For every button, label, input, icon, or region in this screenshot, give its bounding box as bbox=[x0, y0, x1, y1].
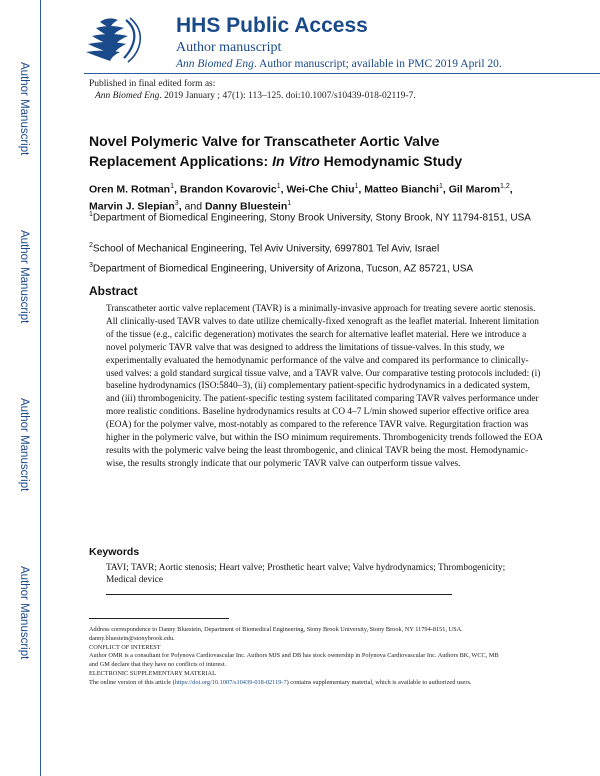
author: Gil Marom bbox=[448, 183, 501, 196]
availability-line bbox=[176, 57, 502, 71]
author-affiliation-mark: 1 bbox=[354, 183, 359, 190]
author-list: Oren M. Rotman$^1$, Brandon Kovarovic$^1$, Wei-Che Chiu$^1$, Matteo Bianchi$^1$, Gil Marom$^{1,2}$, Marvin J. Slepian$^3$, and Danny Bluestein$^1$ bbox=[89, 183, 513, 212]
citation-line bbox=[89, 90, 569, 102]
abstract-heading: Abstract bbox=[89, 284, 138, 298]
title-line-1: Novel Polymeric Valve for Transcatheter Aortic Valve bbox=[89, 133, 440, 149]
title-part: Hemodynamic Study bbox=[319, 153, 463, 169]
correspondence-note: Address correspondence to Danny Bluestein, Department of Biomedical Engineering, Stony Brook University, Stony Brook, NY 11794-8151, USA. danny.bluestein@stonybrook.edu. bbox=[89, 626, 463, 642]
title-line-2 bbox=[89, 151, 569, 171]
author: Marvin J. Slepian bbox=[89, 200, 175, 212]
affiliation-text: Department of Biomedical Engineering, Stony Brook University, Stony Brook, NY 11794-8151, USA bbox=[92, 212, 531, 224]
affiliation-text: Department of Biomedical Engineering, University of Arizona, Tucson, AZ 85721, USA bbox=[92, 263, 474, 275]
citation-journal: Ann Biomed Eng bbox=[95, 91, 160, 101]
citation-text: . 2019 January ; 47(1): 113–125. doi:10.1007/s10439-018-02119-7. bbox=[159, 91, 416, 101]
and-word: and bbox=[184, 200, 203, 212]
affiliation-text: School of Mechanical Engineering, Tel Aviv University, 6997801 Tel Aviv, Israel bbox=[92, 243, 440, 255]
author: Danny Bluestein bbox=[204, 200, 288, 212]
title-italic: In Vitro bbox=[272, 153, 320, 169]
hhs-title: HHS Public Access bbox=[176, 14, 368, 37]
author-manuscript-sidebar bbox=[0, 0, 48, 776]
author-affiliation-mark: 1 bbox=[276, 183, 281, 190]
keywords-heading: Keywords bbox=[89, 546, 140, 558]
author-affiliation-mark: 1 bbox=[438, 183, 443, 190]
hhs-header bbox=[48, 0, 600, 74]
header-rule bbox=[84, 73, 600, 74]
supplementary-heading: ELECTRONIC SUPPLEMENTARY MATERIAL bbox=[89, 669, 216, 677]
footnotes bbox=[89, 626, 509, 688]
supplementary-post: ) contains supplementary material, which is available to authorized users. bbox=[286, 678, 472, 686]
supplementary-pre: The online version of this article ( bbox=[89, 678, 175, 686]
author: Oren M. Rotman bbox=[89, 183, 171, 196]
affiliation bbox=[89, 259, 569, 275]
affiliation-mark: 1 bbox=[89, 211, 93, 218]
author: Brandon Kovarovic bbox=[179, 183, 277, 196]
availability-text: . Author manuscript; available in PMC 2019 April 20. bbox=[253, 58, 502, 70]
keywords-text: TAVI; TAVR; Aortic stenosis; Heart valve; Prosthetic heart valve; Valve hydrodynamics; Thrombogenicity; Medical device bbox=[106, 563, 506, 585]
author-manuscript-subtitle: Author manuscript bbox=[176, 40, 282, 55]
author-affiliation-mark: 3 bbox=[174, 199, 179, 207]
affiliation-mark: 2 bbox=[89, 242, 93, 249]
author: Wei-Che Chiu bbox=[286, 183, 355, 196]
affiliation bbox=[89, 208, 569, 224]
affiliation bbox=[89, 239, 569, 255]
publication-info bbox=[89, 78, 569, 102]
published-label: Published in final edited form as: bbox=[89, 79, 216, 89]
doi-link[interactable]: https://doi.org/10.1007/s10439-018-02119-7 bbox=[174, 678, 287, 686]
title-part: Replacement Applications: bbox=[89, 153, 273, 169]
author: Matteo Bianchi bbox=[364, 183, 439, 196]
conflict-text: Author OMR is a consultant for Polynova Cardiovascular Inc. Authors MJS and DB has stock ownership in Polynova Cardiovascular Inc. Authors BK, WCC, MB and GM declare that they have no conflicts of interest. bbox=[89, 652, 499, 669]
author-affiliation-mark: 1 bbox=[287, 199, 292, 207]
sidebar-divider bbox=[40, 0, 41, 776]
supplementary-note bbox=[89, 679, 509, 688]
hhs-eagle-logo-icon bbox=[78, 14, 150, 66]
affiliation-mark: 3 bbox=[89, 262, 93, 269]
footnote-rule bbox=[89, 618, 229, 619]
conflict-heading: CONFLICT OF INTEREST bbox=[89, 643, 161, 651]
sidebar-label: Author Manuscript bbox=[18, 398, 30, 492]
journal-name: Ann Biomed Eng bbox=[176, 58, 254, 70]
sidebar-label: Author Manuscript bbox=[18, 566, 30, 660]
keywords-rule bbox=[106, 594, 452, 595]
sidebar-label: Author Manuscript bbox=[18, 62, 30, 156]
abstract-text: Transcatheter aortic valve replacement (TAVR) is a minimally-invasive approach for treating severe aortic stenosis. All clinically-used TAVR valves to date utilize chemically-fixed xenograft as the leaflet material. Inherent limitation of the tissue (e.g., calcific degeneration) motivates the search for alternative leaflet material. Here we introduce a novel polymeric TAVR valve that was designed to address the limitations of tissue-valves. In this study, we experimentally evaluated the hemodynamic performance of the valve and compared its performance to clinically-used valves: a gold standard surgical tissue valve, and a TAVR valve. Our comparative testing protocols included: (i) baseline hydrodynamics (ISO:5840–3), (ii) complementary patient-specific hydrodynamics in a dedicated system, and (iii) thrombogenicity. The patient-specific testing system facilitated comparing TAVR valves performance under more realistic conditions. Baseline hydrodynamics results at CO 4–7 L/min showed superior effective orifice area (EOA) for the polymer valve, most-notably as compared to the reference TAVR valve. Regurgitation fraction was higher in the polymeric valve, but within the ISO minimum requirements. Thrombogenicity trends followed the EOA results with the polymeric valve being the least thrombogenic, and clinical TAVR being the most. Hemodynamic-wise, the results strongly indicate that our polymeric TAVR valve can outperform tissue valves. bbox=[106, 304, 543, 469]
sidebar-label: Author Manuscript bbox=[18, 230, 30, 324]
author-affiliation-mark: 1 bbox=[170, 183, 174, 190]
article-title bbox=[89, 131, 569, 171]
author-affiliation-mark: 1,2 bbox=[500, 183, 510, 190]
